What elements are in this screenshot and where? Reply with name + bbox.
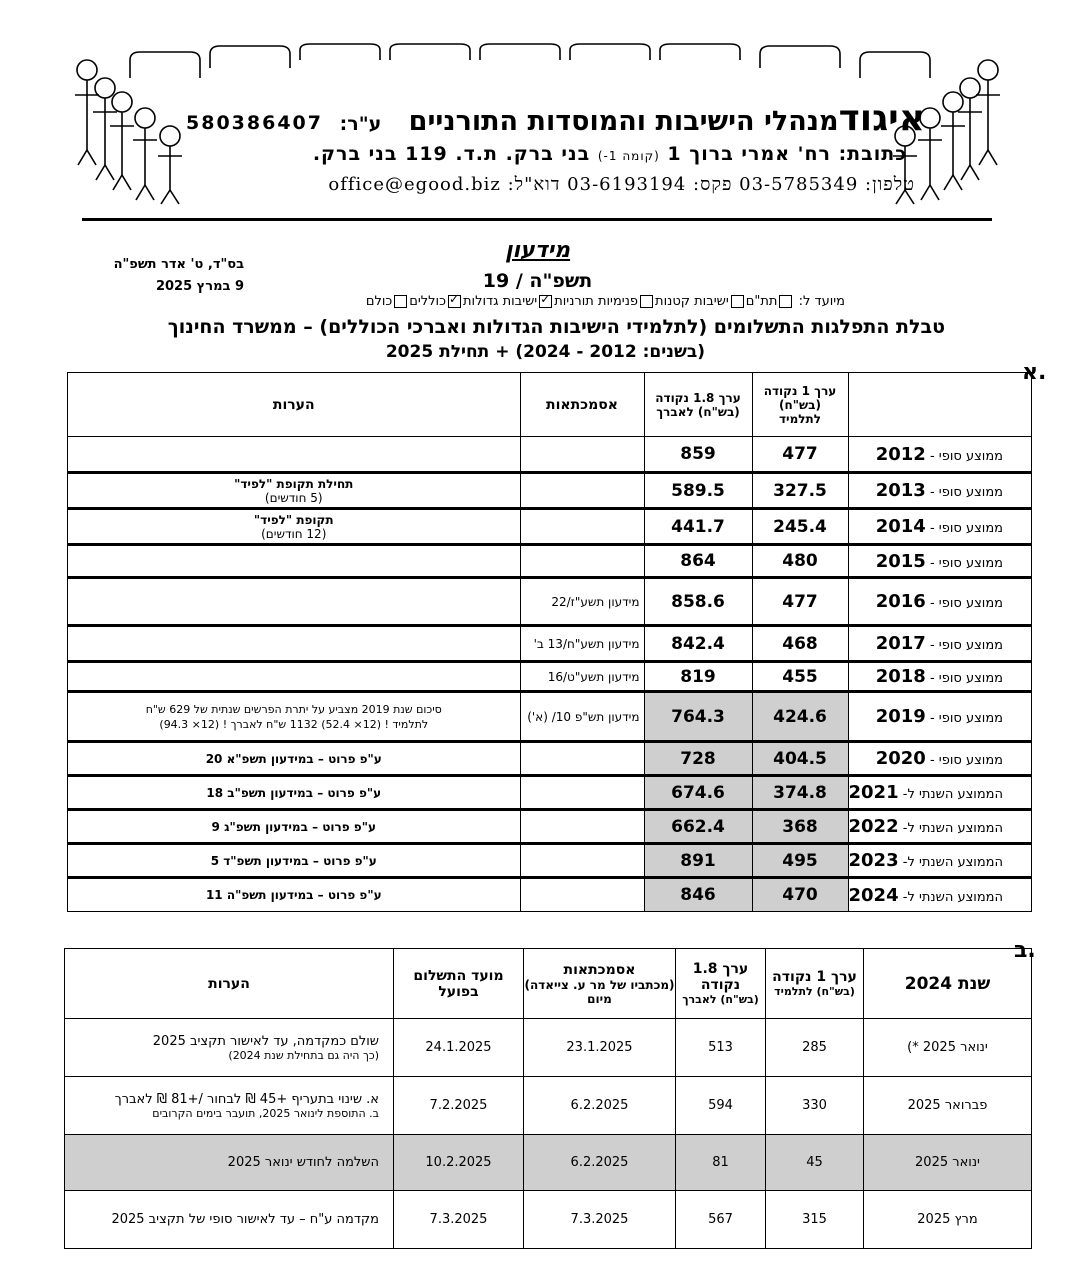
- organization-name-rest: מנהלי הישיבות והמוסדות התורניים: [408, 106, 839, 137]
- header-notes: הערות: [68, 373, 521, 437]
- point18-value: 567: [676, 1191, 766, 1249]
- header-point1: ערך 1 נקודה (בש"ח) לתלמיד: [752, 373, 848, 437]
- reference-cell: [520, 545, 644, 578]
- row-label-prefix: הממוצע השנתי ל-: [902, 889, 1003, 905]
- row-label-prefix: ממוצע סופי -: [929, 753, 1003, 768]
- row-year: 2020: [875, 748, 926, 769]
- reference-cell: מידעון תשע"ז/22: [520, 578, 644, 626]
- point1-value: 468: [752, 626, 848, 662]
- note-cell: [68, 878, 521, 912]
- point18-value: 594: [676, 1077, 766, 1135]
- table-main-title: טבלת התפלגות התשלומים (לתלמידי הישיבות הגדולות ואברכי הכוללים) – ממשרד החינוך: [167, 316, 945, 338]
- row-label-prefix: ממוצע סופי -: [929, 521, 1003, 536]
- reference-cell: [520, 878, 644, 912]
- row-label-prefix: ממוצע סופי -: [929, 638, 1003, 653]
- note-cell: [68, 662, 521, 692]
- point1-value: 477: [752, 578, 848, 626]
- reference-cell: [520, 509, 644, 545]
- document-title: מידעון: [504, 238, 571, 263]
- table-a-row: [68, 626, 1032, 662]
- point18-value: 589.5: [644, 473, 752, 509]
- table-a-row: [68, 509, 1032, 545]
- table-a-row: [68, 473, 1032, 509]
- row-year: 2015: [875, 550, 926, 572]
- note-cell: [68, 437, 521, 473]
- note-cell: [68, 776, 521, 810]
- row-label: [848, 692, 1032, 742]
- document-number: תשפ"ה / 19: [482, 270, 593, 292]
- header-b-point18-sub: (בש"ח) לאברך: [682, 993, 759, 1006]
- point1-value: 455: [752, 662, 848, 692]
- header-b-notes: הערות: [65, 949, 394, 1019]
- header-b-point1-sub: (בש"ח) לתלמיד: [774, 985, 855, 998]
- point1-value: 315: [766, 1191, 864, 1249]
- audience-list: [366, 294, 795, 309]
- note-subtext: (כך היה גם בתחילת שנת 2024): [228, 1048, 379, 1062]
- reference-date: 23.1.2025: [524, 1019, 676, 1077]
- address-line: [313, 143, 907, 165]
- row-label: [848, 437, 1032, 473]
- note-text: ע"פ פרוט – במידעון תשפ"ב 18: [206, 785, 382, 800]
- point18-value: 662.4: [644, 810, 752, 844]
- header-b-year: שנת 2024: [864, 949, 1032, 1019]
- note-cell: [68, 545, 521, 578]
- point1-value: 470: [752, 878, 848, 912]
- paid-date: 7.2.2025: [394, 1077, 524, 1135]
- note-text: סיכום שנת 2019 מצביע על יתרת הפרשים שנתית של 629 ש"ח לתלמיד ! (12× 52.4) 1132 ש"ח לאברך ! (12× 94.3): [145, 702, 442, 731]
- note-cell: [68, 473, 521, 509]
- row-year: 2018: [875, 666, 926, 687]
- audience-option-label: כולם: [365, 294, 393, 309]
- month-cell: פברואר 2025: [864, 1077, 1032, 1135]
- point18-value: 764.3: [644, 692, 752, 742]
- header-b-refs: [524, 949, 676, 1019]
- point1-value: 495: [752, 844, 848, 878]
- row-label-prefix: ממוצע סופי -: [929, 555, 1003, 571]
- address-main: כתובת: רח' אמרי ברוך 1: [667, 143, 907, 165]
- audience-line: [366, 294, 845, 309]
- audience-checkbox[interactable]: [394, 295, 407, 308]
- table-a-row: [68, 578, 1032, 626]
- reference-date: 7.3.2025: [524, 1191, 676, 1249]
- point1-value: 374.8: [752, 776, 848, 810]
- row-label: [848, 473, 1032, 509]
- row-label: [848, 626, 1032, 662]
- reference-cell: [520, 437, 644, 473]
- point1-value: 477: [752, 437, 848, 473]
- header-refs: אסמכתאות: [520, 373, 644, 437]
- note-cell: [68, 509, 521, 545]
- month-cell: מרץ 2025: [864, 1191, 1032, 1249]
- reference-cell: מידעון תשע"ט/16: [520, 662, 644, 692]
- row-label: [848, 578, 1032, 626]
- audience-checkbox[interactable]: [539, 295, 552, 308]
- table-a-header-row: [68, 373, 1032, 437]
- audience-checkbox[interactable]: [731, 295, 744, 308]
- reference-date: 6.2.2025: [524, 1135, 676, 1191]
- audience-label: מיועד ל:: [798, 294, 845, 309]
- row-label-prefix: הממוצע השנתי ל-: [902, 787, 1003, 802]
- point1-value: 368: [752, 810, 848, 844]
- reference-cell: [520, 844, 644, 878]
- header-b-refs-sub: (מכתביו של מר ע. צייאדה) מיום: [524, 977, 675, 1006]
- row-label: [848, 776, 1032, 810]
- note-text: שולם כמקדמה, עד לאישור תקציב 2025: [152, 1033, 379, 1049]
- row-label-prefix: הממוצע השנתי ל-: [902, 855, 1003, 870]
- organization-name-big: איגוד: [838, 98, 925, 139]
- table-b-row: [65, 1191, 1032, 1249]
- row-label-prefix: ממוצע סופי -: [929, 485, 1003, 500]
- registration-number: 580386407: [186, 112, 323, 134]
- row-year: 2021: [848, 782, 899, 803]
- date-hebrew: בס"ד, ט' אדר תשפ"ה: [113, 257, 244, 272]
- row-label: [848, 509, 1032, 545]
- point1-value: 327.5: [752, 473, 848, 509]
- point18-value: 728: [644, 742, 752, 776]
- note-cell: [68, 578, 521, 626]
- row-label: [848, 878, 1032, 912]
- note-text: מקדמה ע"ח – עד לאישור סופי של תקציב 2025: [111, 1212, 379, 1227]
- row-label-prefix: ממוצע סופי -: [929, 596, 1003, 611]
- point18-value: 674.6: [644, 776, 752, 810]
- header-b-point18-main: ערך 1.8 נקודה: [692, 961, 749, 993]
- audience-checkbox[interactable]: [779, 295, 792, 308]
- payments-table-b: [64, 948, 1032, 1249]
- point18-value: 859: [644, 437, 752, 473]
- section-a-letter: א.: [1022, 360, 1047, 385]
- organization-name: [340, 98, 925, 139]
- point1-value: 285: [766, 1019, 864, 1077]
- note-cell: [65, 1019, 394, 1077]
- point18-value: 858.6: [644, 578, 752, 626]
- row-year: 2016: [875, 591, 926, 612]
- table-a-row: [68, 437, 1032, 473]
- note-text: תקופת "לפיד": [253, 512, 334, 527]
- table-b-row: [65, 1019, 1032, 1077]
- point18-value: 846: [644, 878, 752, 912]
- header-b-point1-main: ערך 1 נקודה: [772, 969, 857, 985]
- note-text: ע"פ פרוט – במידעון תשפ"ג 9: [211, 819, 376, 834]
- audience-option-label: פנימיות תורניות: [554, 294, 639, 309]
- reference-cell: מידעון תשע"ח/13 ב': [520, 626, 644, 662]
- contact-line: טלפון: 03-5785349 פקס: 03-6193194 דוא"ל: office@egood.biz: [328, 174, 915, 195]
- header-b-point1: [766, 949, 864, 1019]
- row-label-prefix: ממוצע סופי -: [929, 448, 1003, 464]
- point18-value: 842.4: [644, 626, 752, 662]
- point1-value: 330: [766, 1077, 864, 1135]
- point18-value: 441.7: [644, 509, 752, 545]
- paid-date: 24.1.2025: [394, 1019, 524, 1077]
- address-rest: בני ברק. ת.ד. 119 בני ברק.: [312, 143, 591, 165]
- note-text: תחילת תקופת "לפיד": [234, 476, 354, 491]
- paid-date: 7.3.2025: [394, 1191, 524, 1249]
- table-a-row: [68, 662, 1032, 692]
- note-subtext: (12 חודשים): [261, 526, 327, 541]
- table-a-row: [68, 742, 1032, 776]
- payments-table-a: [67, 372, 1032, 912]
- row-year: 2013: [875, 480, 926, 501]
- point18-value: 819: [644, 662, 752, 692]
- row-label: [848, 545, 1032, 578]
- note-text: ע"פ פרוט – במידעון תשפ"א 20: [205, 751, 382, 766]
- date-block: [84, 254, 244, 298]
- point1-value: 480: [752, 545, 848, 578]
- point18-value: 513: [676, 1019, 766, 1077]
- row-label: [848, 662, 1032, 692]
- section-b-letter: ב.: [1014, 938, 1036, 963]
- table-a-row: [68, 878, 1032, 912]
- note-subtext: ב. התוספת לינואר 2025, תועבר בימים הקרובים: [152, 1106, 379, 1120]
- audience-checkbox[interactable]: [640, 295, 653, 308]
- row-year: 2023: [848, 850, 899, 871]
- header-b-paid: מועד התשלום בפועל: [394, 949, 524, 1019]
- note-subtext: (5 חודשים): [264, 490, 323, 505]
- letterhead-divider: [82, 218, 992, 221]
- reference-cell: [520, 742, 644, 776]
- reference-cell: מידעון תש"פ 10/ (א'): [520, 692, 644, 742]
- table-a-row: [68, 844, 1032, 878]
- point18-value: 81: [676, 1135, 766, 1191]
- audience-option-label: כוללים: [409, 294, 446, 309]
- audience-option-label: ישיבות קטנות: [655, 294, 729, 309]
- audience-checkbox[interactable]: [448, 295, 461, 308]
- row-year: 2022: [848, 816, 899, 837]
- reference-date: 6.2.2025: [524, 1077, 676, 1135]
- reference-cell: [520, 776, 644, 810]
- note-cell: [68, 844, 521, 878]
- row-label: [848, 844, 1032, 878]
- point1-value: 424.6: [752, 692, 848, 742]
- audience-option-label: תת"ם: [745, 294, 778, 309]
- note-text: ע"פ פרוט – במידעון תשפ"ד 5: [210, 853, 377, 868]
- note-cell: [68, 810, 521, 844]
- reference-cell: [520, 810, 644, 844]
- point1-value: 245.4: [752, 509, 848, 545]
- paid-date: 10.2.2025: [394, 1135, 524, 1191]
- row-year: 2019: [875, 706, 926, 727]
- row-label: [848, 810, 1032, 844]
- month-cell: ינואר 2025 *): [864, 1019, 1032, 1077]
- table-a-row: [68, 776, 1032, 810]
- reference-cell: [520, 473, 644, 509]
- table-b-header-row: [65, 949, 1032, 1019]
- point1-value: 45: [766, 1135, 864, 1191]
- row-year: 2014: [875, 516, 926, 537]
- row-year: 2017: [875, 633, 926, 654]
- note-cell: [65, 1077, 394, 1135]
- row-label-prefix: ממוצע סופי -: [929, 711, 1003, 726]
- header-b-refs-main: אסמכתאות: [563, 961, 636, 978]
- table-b-row: [65, 1077, 1032, 1135]
- date-gregorian: 9 במרץ 2025: [155, 279, 244, 294]
- header-label: [848, 373, 1032, 437]
- row-label-prefix: הממוצע השנתי ל-: [902, 821, 1003, 836]
- note-cell: [65, 1191, 394, 1249]
- note-cell: [65, 1135, 394, 1191]
- header-b-point18: [676, 949, 766, 1019]
- point18-value: 891: [644, 844, 752, 878]
- note-text: א. שינוי בתעריף +45 ₪ לבחור /+81 ₪ לאברך: [114, 1091, 379, 1107]
- row-year: 2012: [875, 443, 926, 465]
- point1-value: 404.5: [752, 742, 848, 776]
- row-label: [848, 742, 1032, 776]
- table-a-row: [68, 692, 1032, 742]
- table-sub-title: (בשנים: 2012 - 2024) + תחילת 2025: [385, 342, 705, 362]
- address-floor: (קומה 1-): [597, 149, 660, 163]
- note-cell: [68, 742, 521, 776]
- note-cell: [68, 626, 521, 662]
- registration-label: ע"ר:: [339, 113, 382, 135]
- point18-value: 864: [644, 545, 752, 578]
- month-cell: ינואר 2025: [864, 1135, 1032, 1191]
- header-point18: ערך 1.8 נקודה (בש"ח) לאברך: [644, 373, 752, 437]
- row-label-prefix: ממוצע סופי -: [929, 671, 1003, 686]
- row-year: 2024: [848, 884, 899, 906]
- table-a-row: [68, 545, 1032, 578]
- note-cell: [68, 692, 521, 742]
- table-b-row: [65, 1135, 1032, 1191]
- note-text: השלמה לחודש ינואר 2025: [227, 1155, 379, 1170]
- audience-option-label: ישיבות גדולות: [462, 294, 538, 309]
- table-a-row: [68, 810, 1032, 844]
- note-text: ע"פ פרוט – במידעון תשפ"ה 11: [205, 888, 382, 902]
